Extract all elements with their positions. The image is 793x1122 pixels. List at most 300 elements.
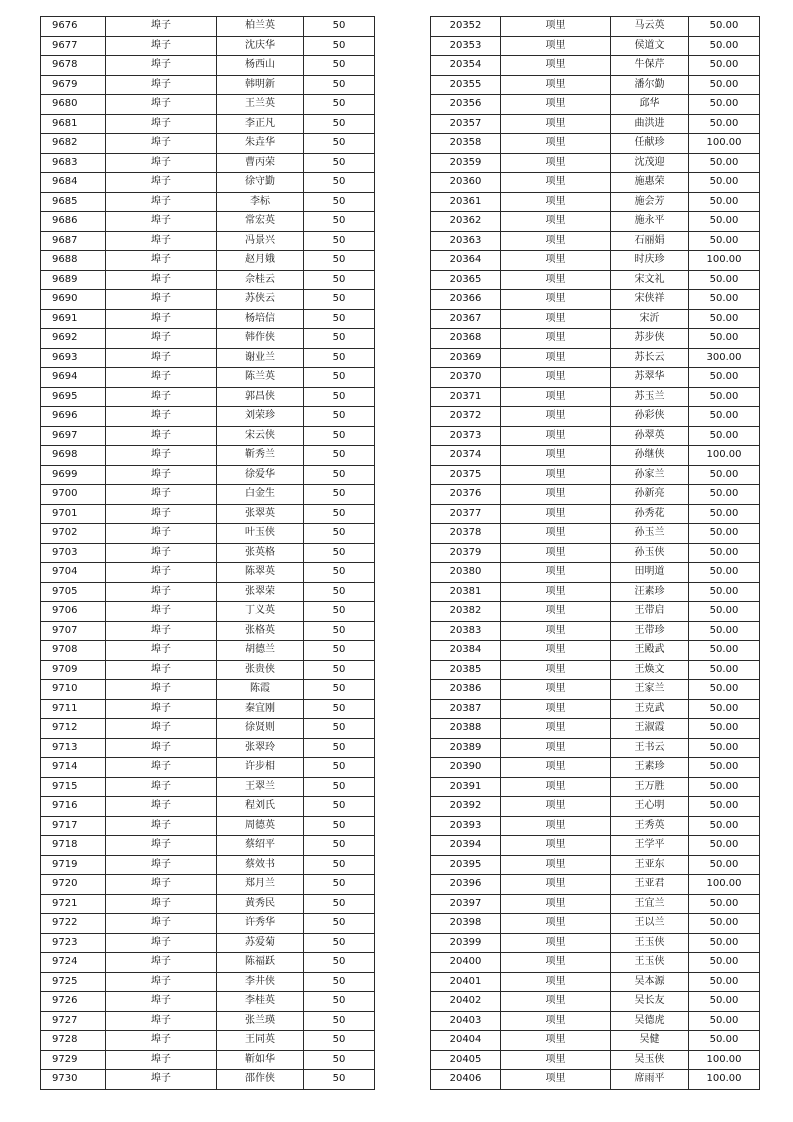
amount-cell: 50 [304,680,375,700]
amount-cell: 50 [304,231,375,251]
village-cell: 项里 [501,933,611,953]
amount-cell: 50.00 [689,563,760,583]
village-cell: 埠子 [106,836,217,856]
village-cell: 项里 [501,348,611,368]
name-cell: 黄秀民 [217,894,304,914]
table-row [41,446,375,466]
amount-cell: 50.00 [689,641,760,661]
table-row [431,251,760,271]
village-cell: 埠子 [106,1011,217,1031]
amount-cell: 50.00 [689,719,760,739]
amount-cell: 50.00 [689,543,760,563]
amount-cell: 50.00 [689,309,760,329]
name-cell: 李标 [217,192,304,212]
record-number-cell: 20366 [431,290,501,310]
village-cell: 埠子 [106,699,217,719]
record-number-cell: 20384 [431,641,501,661]
table-row [41,914,375,934]
table-row [431,660,760,680]
village-cell: 项里 [501,114,611,134]
table-row [431,348,760,368]
record-number-cell: 9721 [41,894,106,914]
name-cell: 王亚东 [611,855,689,875]
record-number-cell: 9723 [41,933,106,953]
table-row [41,290,375,310]
name-cell: 王同英 [217,1031,304,1051]
table-row [431,719,760,739]
amount-cell: 50 [304,173,375,193]
name-cell: 王带启 [611,602,689,622]
name-cell: 邵作侠 [217,1070,304,1090]
name-cell: 宋文礼 [611,270,689,290]
amount-cell: 50 [304,348,375,368]
name-cell: 孙秀花 [611,504,689,524]
table-row [431,738,760,758]
name-cell: 王素珍 [611,758,689,778]
amount-cell: 50 [304,797,375,817]
record-number-cell: 20406 [431,1070,501,1090]
village-cell: 项里 [501,855,611,875]
amount-cell: 50.00 [689,524,760,544]
village-cell: 埠子 [106,173,217,193]
record-number-cell: 9683 [41,153,106,173]
name-cell: 韩明新 [217,75,304,95]
record-number-cell: 20379 [431,543,501,563]
amount-cell: 50 [304,855,375,875]
record-number-cell: 9692 [41,329,106,349]
record-number-cell: 9705 [41,582,106,602]
table-row [41,894,375,914]
village-cell: 埠子 [106,504,217,524]
village-cell: 项里 [501,192,611,212]
name-cell: 赵月娥 [217,251,304,271]
village-cell: 项里 [501,680,611,700]
name-cell: 沈茂迎 [611,153,689,173]
record-number-cell: 20359 [431,153,501,173]
table-row [41,621,375,641]
name-cell: 汪素珍 [611,582,689,602]
name-cell: 席雨平 [611,1070,689,1090]
name-cell: 蔡效书 [217,855,304,875]
record-number-cell: 9717 [41,816,106,836]
name-cell: 胡德兰 [217,641,304,661]
name-cell: 李桂英 [217,992,304,1012]
table-row [41,426,375,446]
table-row [41,836,375,856]
record-number-cell: 9678 [41,56,106,76]
amount-cell: 50 [304,446,375,466]
amount-cell: 50.00 [689,992,760,1012]
amount-cell: 50.00 [689,797,760,817]
name-cell: 宋侠祥 [611,290,689,310]
amount-cell: 50 [304,699,375,719]
amount-cell: 50.00 [689,738,760,758]
village-cell: 项里 [501,485,611,505]
village-cell: 埠子 [106,387,217,407]
table-row [431,114,760,134]
name-cell: 孙家兰 [611,465,689,485]
amount-cell: 50.00 [689,75,760,95]
table-row [431,17,760,37]
table-row [431,855,760,875]
village-cell: 埠子 [106,972,217,992]
amount-cell: 50 [304,953,375,973]
table-row [41,855,375,875]
amount-cell: 50 [304,524,375,544]
name-cell: 陈福跃 [217,953,304,973]
record-number-cell: 9689 [41,270,106,290]
village-cell: 项里 [501,1070,611,1090]
name-cell: 苏步侠 [611,329,689,349]
name-cell: 石丽娟 [611,231,689,251]
record-number-cell: 20357 [431,114,501,134]
amount-cell: 50 [304,192,375,212]
record-number-cell: 9679 [41,75,106,95]
name-cell: 田明道 [611,563,689,583]
name-cell: 宋云侠 [217,426,304,446]
village-cell: 项里 [501,660,611,680]
name-cell: 王万胜 [611,777,689,797]
record-number-cell: 20385 [431,660,501,680]
table-row [431,465,760,485]
record-number-cell: 20389 [431,738,501,758]
record-number-cell: 9725 [41,972,106,992]
record-number-cell: 20372 [431,407,501,427]
table-row [41,660,375,680]
record-number-cell: 9703 [41,543,106,563]
amount-cell: 50 [304,660,375,680]
record-number-cell: 20386 [431,680,501,700]
name-cell: 牛保芹 [611,56,689,76]
village-cell: 项里 [501,816,611,836]
amount-cell: 50 [304,75,375,95]
table-row [431,992,760,1012]
village-cell: 埠子 [106,738,217,758]
village-cell: 埠子 [106,231,217,251]
village-cell: 埠子 [106,816,217,836]
table-row [431,1070,760,1090]
amount-cell: 50 [304,504,375,524]
village-cell: 埠子 [106,192,217,212]
record-number-cell: 9724 [41,953,106,973]
village-cell: 项里 [501,914,611,934]
village-cell: 埠子 [106,875,217,895]
amount-cell: 100.00 [689,446,760,466]
amount-cell: 50.00 [689,290,760,310]
name-cell: 张翠玲 [217,738,304,758]
table-row [41,582,375,602]
table-row [431,95,760,115]
amount-cell: 50.00 [689,582,760,602]
name-cell: 沈庆华 [217,36,304,56]
name-cell: 王以兰 [611,914,689,934]
village-cell: 埠子 [106,582,217,602]
village-cell: 埠子 [106,602,217,622]
record-number-cell: 20380 [431,563,501,583]
village-cell: 项里 [501,426,611,446]
record-number-cell: 9693 [41,348,106,368]
amount-cell: 50.00 [689,836,760,856]
name-cell: 柏兰英 [217,17,304,37]
name-cell: 韩作侠 [217,329,304,349]
record-number-cell: 20402 [431,992,501,1012]
amount-cell: 50 [304,270,375,290]
record-number-cell: 9712 [41,719,106,739]
village-cell: 埠子 [106,446,217,466]
record-number-cell: 20381 [431,582,501,602]
village-cell: 项里 [501,1011,611,1031]
table-row [41,953,375,973]
record-number-cell: 20363 [431,231,501,251]
record-number-cell: 20353 [431,36,501,56]
table-row [41,992,375,1012]
name-cell: 曲洪进 [611,114,689,134]
village-cell: 埠子 [106,36,217,56]
record-number-cell: 20371 [431,387,501,407]
record-number-cell: 9726 [41,992,106,1012]
village-cell: 项里 [501,758,611,778]
record-number-cell: 9690 [41,290,106,310]
table-row [41,1070,375,1090]
village-cell: 项里 [501,797,611,817]
amount-cell: 50 [304,1050,375,1070]
name-cell: 孙彩侠 [611,407,689,427]
amount-cell: 50.00 [689,192,760,212]
amount-cell: 50 [304,368,375,388]
amount-cell: 50 [304,875,375,895]
amount-cell: 50.00 [689,680,760,700]
table-row [431,972,760,992]
amount-cell: 50 [304,1070,375,1090]
village-cell: 埠子 [106,933,217,953]
name-cell: 徐贤则 [217,719,304,739]
name-cell: 苏侠云 [217,290,304,310]
table-row [431,836,760,856]
village-cell: 项里 [501,972,611,992]
name-cell: 施惠荣 [611,173,689,193]
table-row [431,231,760,251]
table-row [41,231,375,251]
amount-cell: 50.00 [689,1011,760,1031]
table-row [41,816,375,836]
village-cell: 项里 [501,641,611,661]
table-row [41,738,375,758]
village-cell: 项里 [501,836,611,856]
record-number-cell: 20396 [431,875,501,895]
table-row [41,602,375,622]
table-row [41,563,375,583]
village-cell: 项里 [501,602,611,622]
amount-cell: 100.00 [689,1050,760,1070]
table-row [41,524,375,544]
record-number-cell: 9722 [41,914,106,934]
table-row [41,309,375,329]
amount-cell: 50 [304,17,375,37]
amount-cell: 50 [304,309,375,329]
village-cell: 埠子 [106,680,217,700]
amount-cell: 100.00 [689,1070,760,1090]
record-number-cell: 20404 [431,1031,501,1051]
record-number-cell: 9691 [41,309,106,329]
table-row [41,153,375,173]
village-cell: 项里 [501,134,611,154]
record-number-cell: 9711 [41,699,106,719]
record-number-cell: 20388 [431,719,501,739]
record-number-cell: 20392 [431,797,501,817]
name-cell: 张格英 [217,621,304,641]
village-cell: 项里 [501,368,611,388]
name-cell: 郑月兰 [217,875,304,895]
name-cell: 丁义英 [217,602,304,622]
record-number-cell: 9713 [41,738,106,758]
record-number-cell: 20367 [431,309,501,329]
village-cell: 埠子 [106,953,217,973]
amount-cell: 50.00 [689,95,760,115]
record-number-cell: 20391 [431,777,501,797]
table-row [41,192,375,212]
table-row [431,504,760,524]
record-number-cell: 20399 [431,933,501,953]
amount-cell: 50.00 [689,816,760,836]
record-number-cell: 9697 [41,426,106,446]
record-number-cell: 9684 [41,173,106,193]
village-cell: 埠子 [106,485,217,505]
amount-cell: 100.00 [689,875,760,895]
name-cell: 张贵侠 [217,660,304,680]
amount-cell: 100.00 [689,134,760,154]
table-row [41,485,375,505]
name-cell: 张翠英 [217,504,304,524]
record-number-cell: 20360 [431,173,501,193]
name-cell: 冯景兴 [217,231,304,251]
table-row [41,407,375,427]
name-cell: 蔡绍平 [217,836,304,856]
village-cell: 项里 [501,524,611,544]
table-row [431,933,760,953]
table-row [431,602,760,622]
village-cell: 埠子 [106,290,217,310]
record-number-cell: 20383 [431,621,501,641]
name-cell: 佘桂云 [217,270,304,290]
name-cell: 许步相 [217,758,304,778]
table-row [431,758,760,778]
village-cell: 项里 [501,504,611,524]
name-cell: 孙玉兰 [611,524,689,544]
amount-cell: 50.00 [689,504,760,524]
record-number-cell: 20397 [431,894,501,914]
amount-cell: 50 [304,641,375,661]
village-cell: 项里 [501,543,611,563]
table-row [431,680,760,700]
table-row [41,17,375,37]
record-number-cell: 20376 [431,485,501,505]
amount-cell: 50 [304,465,375,485]
amount-cell: 50 [304,816,375,836]
table-row [41,36,375,56]
amount-cell: 50 [304,719,375,739]
amount-cell: 50.00 [689,855,760,875]
village-cell: 项里 [501,699,611,719]
amount-cell: 50 [304,387,375,407]
amount-cell: 50 [304,329,375,349]
table-row [41,1031,375,1051]
name-cell: 时庆珍 [611,251,689,271]
amount-cell: 50 [304,602,375,622]
table-row [431,75,760,95]
table-row [431,543,760,563]
name-cell: 郭昌侠 [217,387,304,407]
name-cell: 靳如华 [217,1050,304,1070]
table-row [41,465,375,485]
name-cell: 陈霞 [217,680,304,700]
table-row [431,1031,760,1051]
amount-cell: 50 [304,738,375,758]
village-cell: 项里 [501,212,611,232]
amount-cell: 50 [304,407,375,427]
name-cell: 刘荣珍 [217,407,304,427]
record-number-cell: 20395 [431,855,501,875]
record-number-cell: 9706 [41,602,106,622]
table-row [41,95,375,115]
amount-cell: 50.00 [689,933,760,953]
name-cell: 程刘氏 [217,797,304,817]
amount-cell: 50.00 [689,602,760,622]
village-cell: 埠子 [106,660,217,680]
village-cell: 埠子 [106,153,217,173]
village-cell: 项里 [501,465,611,485]
table-row [41,797,375,817]
name-cell: 曹丙荣 [217,153,304,173]
name-cell: 吴长友 [611,992,689,1012]
record-number-cell: 9685 [41,192,106,212]
record-number-cell: 20361 [431,192,501,212]
amount-cell: 50 [304,290,375,310]
amount-cell: 50.00 [689,485,760,505]
village-cell: 项里 [501,173,611,193]
amount-cell: 50.00 [689,387,760,407]
village-cell: 项里 [501,992,611,1012]
table-row [41,75,375,95]
village-cell: 项里 [501,738,611,758]
amount-cell: 300.00 [689,348,760,368]
amount-cell: 50 [304,426,375,446]
amount-cell: 50.00 [689,329,760,349]
name-cell: 杨培信 [217,309,304,329]
table-row [41,719,375,739]
left-roster-table [40,16,375,1090]
village-cell: 项里 [501,563,611,583]
amount-cell: 50.00 [689,953,760,973]
name-cell: 孙玉侠 [611,543,689,563]
name-cell: 王心明 [611,797,689,817]
record-number-cell: 20387 [431,699,501,719]
amount-cell: 50 [304,114,375,134]
village-cell: 埠子 [106,719,217,739]
amount-cell: 50.00 [689,914,760,934]
village-cell: 项里 [501,777,611,797]
table-row [431,621,760,641]
table-row [41,387,375,407]
table-row [41,56,375,76]
name-cell: 陈翠英 [217,563,304,583]
amount-cell: 50 [304,212,375,232]
record-number-cell: 9680 [41,95,106,115]
village-cell: 埠子 [106,329,217,349]
village-cell: 埠子 [106,95,217,115]
village-cell: 项里 [501,17,611,37]
name-cell: 李正凡 [217,114,304,134]
village-cell: 项里 [501,1031,611,1051]
